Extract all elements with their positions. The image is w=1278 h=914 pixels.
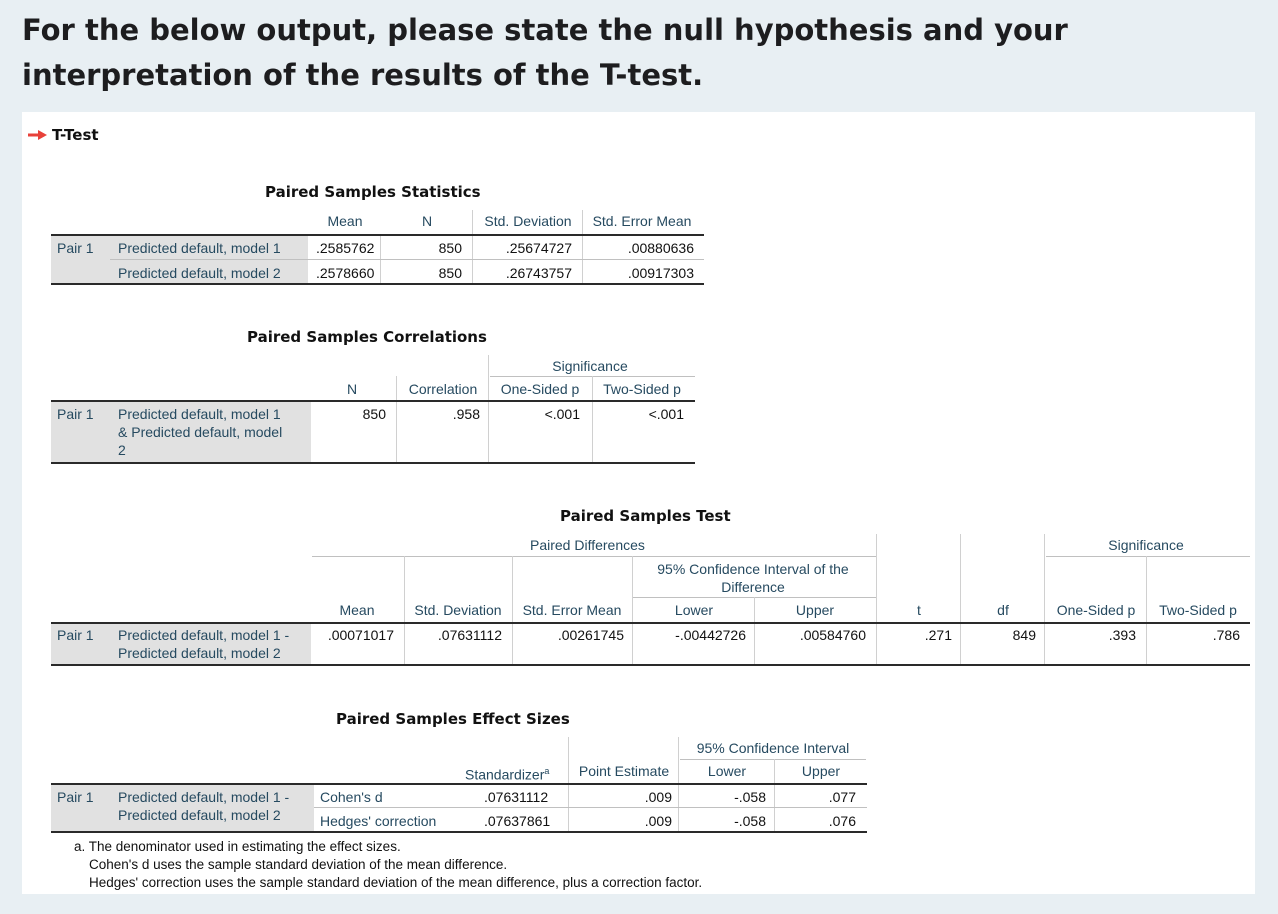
cell-standardizer: .07637861 bbox=[484, 813, 551, 829]
col-header: One-Sided p bbox=[1056, 602, 1136, 618]
pair-label: Pair 1 bbox=[57, 627, 94, 643]
footnote: Hedges' correction uses the sample standard deviation of the mean difference, plus a correction factor. bbox=[89, 875, 703, 890]
significance-header: Significance bbox=[1108, 537, 1184, 553]
output-title: T-Test bbox=[52, 126, 99, 144]
cell-sem: .00880636 bbox=[627, 240, 694, 256]
col-header: Point Estimate bbox=[578, 763, 670, 779]
cell-n: 850 bbox=[438, 265, 462, 281]
col-header: Std. Error Mean bbox=[592, 213, 692, 229]
effect-name: Hedges' correction bbox=[320, 813, 437, 829]
row-label: & Predicted default, model bbox=[118, 424, 283, 440]
cell-df: 849 bbox=[1012, 627, 1036, 643]
table-title: Paired Samples Test bbox=[560, 507, 731, 525]
ci-header: Difference bbox=[721, 579, 785, 595]
col-header: N bbox=[346, 381, 358, 397]
footnote: Cohen's d uses the sample standard deviation of the mean difference. bbox=[89, 857, 508, 872]
cell-n: 850 bbox=[362, 406, 386, 422]
col-header: Two-Sided p bbox=[603, 381, 681, 397]
col-header: t bbox=[917, 602, 921, 618]
cell-upper: .00584760 bbox=[799, 627, 866, 643]
cell-lower: -.058 bbox=[734, 813, 766, 829]
cell-upper: .076 bbox=[828, 813, 856, 829]
col-header: df bbox=[997, 602, 1009, 618]
col-header: Lower bbox=[707, 763, 747, 779]
cell-one-sided-p: .393 bbox=[1108, 627, 1136, 643]
row-label: Predicted default, model 1 bbox=[118, 240, 281, 256]
pair-label: Pair 1 bbox=[57, 240, 94, 256]
row-label: Predicted default, model 1 bbox=[118, 406, 281, 422]
cell-lower: -.00442726 bbox=[675, 627, 746, 643]
col-header: Lower bbox=[674, 602, 714, 618]
cell-upper: .077 bbox=[828, 789, 856, 805]
row-label: Predicted default, model 2 bbox=[118, 807, 281, 823]
cell-lower: -.058 bbox=[734, 789, 766, 805]
significance-header: Significance bbox=[552, 358, 628, 374]
col-header: One-Sided p bbox=[500, 381, 580, 397]
col-header: N bbox=[421, 213, 433, 229]
ci-header: 95% Confidence Interval of the bbox=[657, 561, 849, 577]
cell-two-sided-p: .786 bbox=[1212, 627, 1240, 643]
row-label: 2 bbox=[118, 442, 126, 458]
cell-two-sided-p: <.001 bbox=[648, 406, 684, 422]
col-header: Std. Error Mean bbox=[522, 602, 622, 618]
col-header: Upper bbox=[801, 763, 841, 779]
col-header: Std. Deviation bbox=[414, 602, 502, 618]
table-title: Paired Samples Statistics bbox=[265, 183, 481, 201]
cell-t: .271 bbox=[924, 627, 952, 643]
paired-differences-header: Paired Differences bbox=[530, 537, 645, 553]
question-text: For the below output, please state the null hypothesis and your interpretation of the results of the T-test. bbox=[22, 13, 1068, 92]
cell-sd: .25674727 bbox=[505, 240, 572, 256]
col-header: Mean bbox=[339, 602, 375, 618]
cell-sem: .00261745 bbox=[557, 627, 624, 643]
cell-sem: .00917303 bbox=[627, 265, 694, 281]
pair-label: Pair 1 bbox=[57, 406, 94, 422]
cell-sd: .26743757 bbox=[505, 265, 572, 281]
arrow-right-icon bbox=[28, 130, 48, 140]
cell-standardizer: .07631112 bbox=[484, 789, 549, 805]
cell-point-estimate: .009 bbox=[644, 789, 672, 805]
row-label: Predicted default, model 1 - bbox=[118, 789, 290, 805]
pair-label: Pair 1 bbox=[57, 789, 94, 805]
cell-mean: .2578660 bbox=[316, 265, 375, 281]
effect-name: Cohen's d bbox=[320, 789, 383, 805]
ci-header: 95% Confidence Interval bbox=[696, 740, 850, 756]
cell-n: 850 bbox=[438, 240, 462, 256]
cell-correlation: .958 bbox=[452, 406, 480, 422]
cell-mean: .2585762 bbox=[316, 240, 375, 256]
col-header: Std. Deviation bbox=[484, 213, 572, 229]
cell-one-sided-p: <.001 bbox=[544, 406, 580, 422]
col-header: Correlation bbox=[408, 381, 478, 397]
cell-sd: .07631112 bbox=[437, 627, 502, 643]
table-title: Paired Samples Effect Sizes bbox=[336, 710, 570, 728]
footnote-marker: a bbox=[544, 766, 550, 776]
output-heading[interactable] bbox=[28, 126, 99, 144]
cell-point-estimate: .009 bbox=[644, 813, 672, 829]
col-header: Mean bbox=[327, 213, 363, 229]
col-header: Upper bbox=[795, 602, 835, 618]
row-label: Predicted default, model 1 - bbox=[118, 627, 290, 643]
footnote: a. The denominator used in estimating the effect sizes. bbox=[74, 839, 401, 854]
cell-mean: .00071017 bbox=[327, 627, 394, 643]
row-label: Predicted default, model 2 bbox=[118, 645, 281, 661]
row-label: Predicted default, model 2 bbox=[118, 265, 281, 281]
table-title: Paired Samples Correlations bbox=[247, 328, 487, 346]
col-header bbox=[465, 763, 549, 783]
col-header: Two-Sided p bbox=[1159, 602, 1237, 618]
standardizer-label: Standardizer bbox=[465, 766, 545, 783]
